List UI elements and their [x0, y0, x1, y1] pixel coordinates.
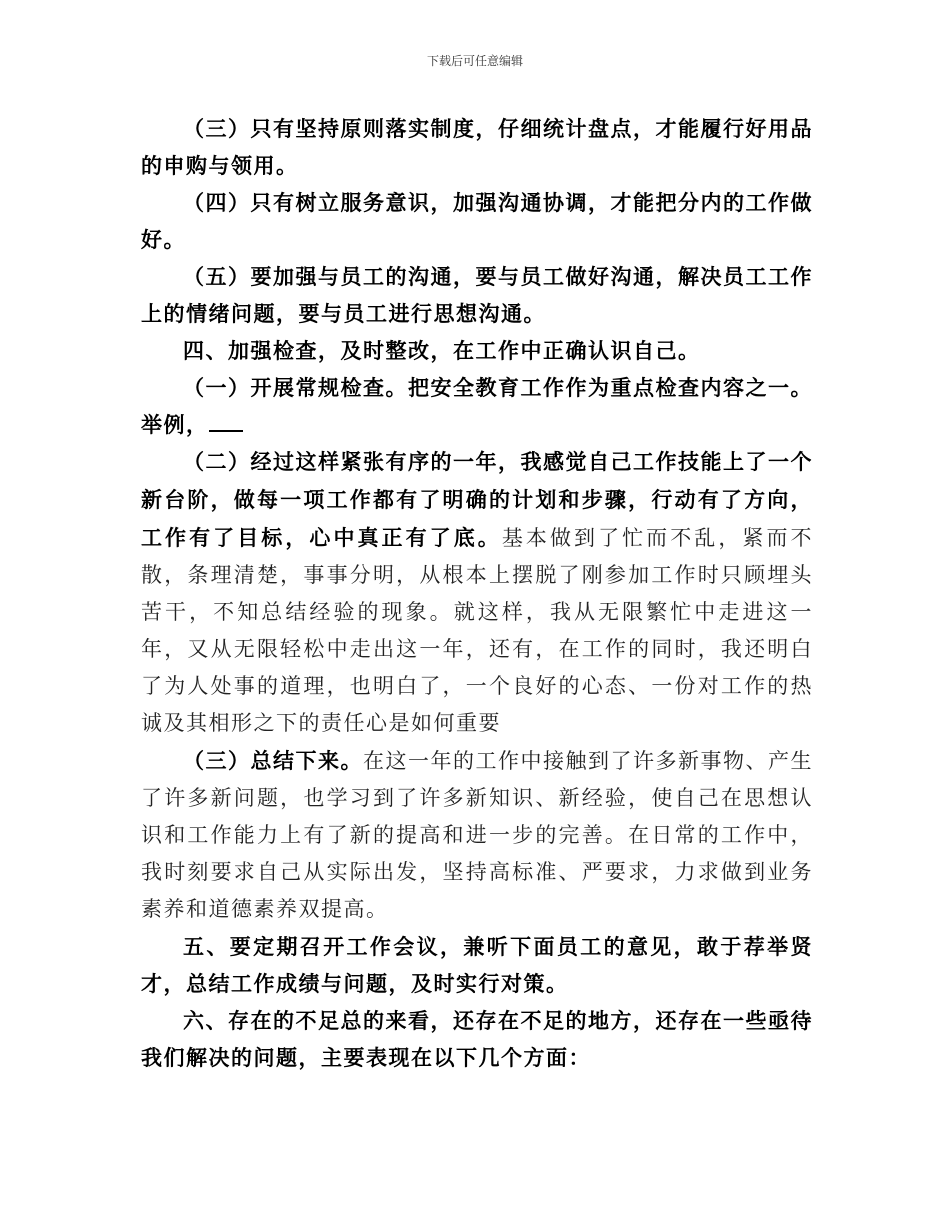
- document-body: [141, 110, 813, 1076]
- paragraph-year-review: [141, 443, 813, 742]
- section-heading-four: 四、加强检查，及时整改，在工作中正确认识自己。: [183, 338, 701, 363]
- fill-blank-line: [209, 410, 243, 432]
- paragraph-item-4: （四）只有树立服务意识，加强沟通协调，才能把分内的工作做好。: [141, 190, 813, 252]
- year-review-bold-text: （二）经过这样紧张有序的一年，我感觉自己工作技能上了一个新台阶，做每一项工作都有了明确的计划和步骤，行动有了方向，工作有了目标，心中真正有了底。: [141, 449, 813, 550]
- section-heading-six: 六、存在的不足总的来看，还存在不足的地方，还存在一些亟待我们解决的问题，主要表现在以下几个方面：: [141, 1008, 813, 1070]
- paragraph-item-5: （五）要加强与员工的沟通，要与员工做好沟通，解决员工工作上的情绪问题，要与员工进行思想沟通。: [141, 264, 813, 326]
- year-review-normal-text: 基本做到了忙而不乱，紧而不散，条理清楚，事事分明，从根本上摆脱了刚参加工作时只顾埋头苦干，不知总结经验的现象。就这样，我从无限繁忙中走进这一年，又从无限轻松中走出这一年，还有，在工作的同时，我还明白了为人处事的道理，也明白了，一个良好的心态、一份对工作的热诚及其相形之下的责任心是如何重要: [141, 526, 814, 735]
- paragraph-summary: [141, 742, 813, 928]
- paragraph-routine-check: [141, 369, 813, 443]
- summary-normal-text: 在这一年的工作中接触到了许多新事物、产生了许多新问题，也学习到了许多新知识、新经验，使自己在思想认识和工作能力上有了新的提高和进一步的完善。在日常的工作中，我时刻要求自己从实际出发，坚持高标准、严要求，力求做到业务素养和道德素养双提高。: [141, 749, 813, 921]
- routine-check-text: （一）开展常规检查。把安全教育工作作为重点检查内容之一。举例，: [141, 375, 813, 437]
- summary-bold-text: （三）总结下来。: [183, 748, 363, 773]
- section-heading-five: 五、要定期召开工作会议，兼听下面员工的意见，敢于荐举贤才，总结工作成绩与问题，及时实行对策。: [141, 934, 813, 996]
- page-header: 下载后可任意编辑: [426, 54, 523, 68]
- paragraph-item-3: （三）只有坚持原则落实制度，仔细统计盘点，才能履行好用品的申购与领用。: [141, 116, 813, 178]
